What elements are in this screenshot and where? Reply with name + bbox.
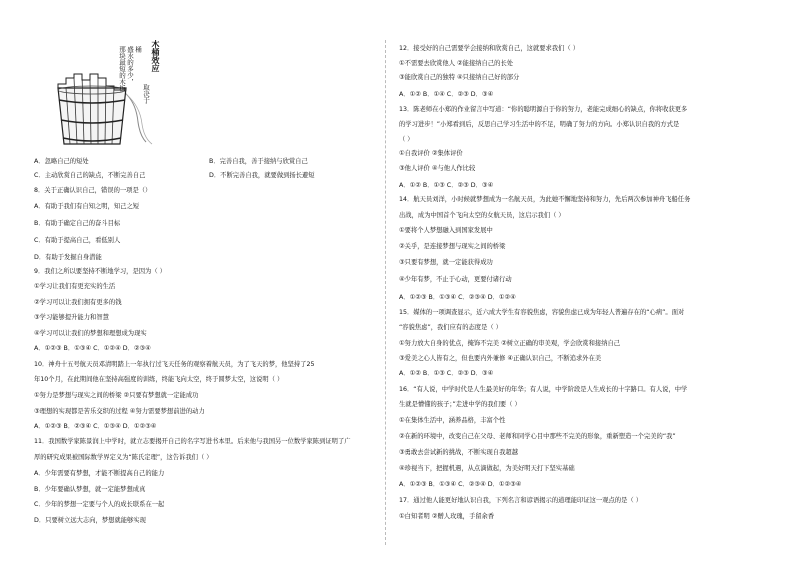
question-line: ①学习让我们有更充实的生活 bbox=[34, 283, 116, 290]
question-line: D．不断完善自我，就要做到扬长避短 bbox=[209, 172, 315, 179]
question-line: 10．神舟十五号航天员邓清明踏上一年执行过飞天任务的观察着航天员，为了飞天的梦，他坚持了25 bbox=[34, 361, 315, 368]
question-line: 15．媒体的一项调查显示，近六成大学生有容貌焦虑，容貌焦虑已成为年轻人普遍存在的“心病”。面对 bbox=[399, 309, 685, 316]
question-line: ②在新的环境中，改变自己在父母、老师和同学心目中那些不完美的形象，重新塑造一个完美的“我” bbox=[399, 433, 676, 440]
figure-caption-4: 那块最短的木板 bbox=[118, 46, 126, 92]
question-line: A．①② B．①③ C．②③ D．③④ bbox=[399, 370, 494, 377]
figure-caption-3: 取决于 bbox=[142, 84, 150, 104]
question-line: 12．接受好的自己需要学会接纳和欣赏自己，这就要求我们（ ） bbox=[399, 45, 580, 52]
question-line: 出战，成为中国首个飞向太空的女航天员，这启示我们（ ） bbox=[399, 212, 565, 219]
question-line: ①要将个人梦想融入到国家发展中 bbox=[399, 227, 493, 234]
question-line: 11．我国数学家陈景润上中学时，就立志要揭开自己的名字写进书本里。后来他与我国另一位数学家陈到证明了广 bbox=[34, 438, 351, 445]
question-line: 9．我们之所以要坚持不断地学习，是因为（ ） bbox=[34, 268, 166, 275]
question-line: 17．通过他人能更好地认识自我，下列名言和谚语揭示的道理能印证这一观点的是（ ） bbox=[399, 497, 642, 504]
question-line: ③能欣赏自己的独特 ④只接纳自己好的部分 bbox=[399, 74, 520, 81]
question-line: A．少年需要有梦想，才能不断提高自己的能力 bbox=[34, 470, 165, 477]
question-line: （ ） bbox=[399, 136, 414, 143]
question-line: ④学习可以让我们的梦想和理想成为现实 bbox=[34, 330, 147, 337]
question-line: 16．“有人说，中学时代是人生最美好的年华；有人说，中学阶段是人生成长的十字路口。有人说，中学 bbox=[399, 386, 688, 393]
question-line: ④少年有梦，不止于心动，更要付诸行动 bbox=[399, 276, 512, 283]
question-line: 厚的研究成果被国际数学界定义为“陈氏定理”，这告诉我们（ ） bbox=[34, 454, 213, 461]
question-line: ①白知者明 ②赠人玫瑰，手留余香 bbox=[399, 513, 495, 520]
question-line: ②学习可以让我们拥有更多的钱 bbox=[34, 299, 122, 306]
question-line: A．①②③ B．①③④ C．①②④ D．②③④ bbox=[34, 345, 151, 352]
question-line: ③爱美之心人皆有之，但也要内外兼修 ④正确认识自己，不断追求外在美 bbox=[399, 355, 602, 362]
wooden-bucket-figure bbox=[50, 40, 162, 150]
question-line: ①在集体生活中，涵养品格，丰富个性 bbox=[399, 417, 506, 424]
question-line: A．①②③ B．①③④ C．②③④ D．①②③④ bbox=[399, 481, 522, 488]
question-line: ③勇敢去尝试新的挑战，不断实现自我超越 bbox=[399, 449, 518, 456]
question-line: 的学习进步！”小郑看到后，反思自己学习生活中的不足，明确了努力的方向。小郑认识自我的方式是 bbox=[399, 121, 680, 128]
question-line: ①努力是梦想与现实之间的桥梁 ②只要有梦想就一定能成功 bbox=[34, 392, 199, 399]
question-line: 生就是懵懂的孩子；”走进中学的我们要（ ） bbox=[399, 401, 521, 408]
question-line: C．少年的梦想一定要与个人的成长联系在一起 bbox=[34, 501, 165, 508]
question-line: D．有助于发掘自身潜能 bbox=[34, 254, 102, 261]
question-line: ①努力放大自身的优点，掩饰不完美 ②树立正确的审美观，学会欣赏和接纳自己 bbox=[399, 340, 621, 347]
question-line: B．完善自我，善于接纳与欣赏自己 bbox=[209, 158, 308, 165]
question-line: ④珍视当下，把握机遇，从点滴做起，为美好明天打下坚实基础 bbox=[399, 465, 575, 472]
question-line: ②关乎，是连接梦想与现实之间的桥梁 bbox=[399, 243, 506, 250]
question-line: A．有助于我们有自知之明，知己之短 bbox=[34, 203, 140, 210]
question-line: D．只要树立远大志向，梦想就能够实现 bbox=[34, 517, 146, 524]
question-line: ③学习能够提升能力和智慧 bbox=[34, 314, 109, 321]
question-line: 年10个月，在此期间他在坚持高强度的训练，终能飞向太空，终于圆梦太空，这说明（ ） bbox=[34, 376, 284, 383]
question-line: ③只要有梦想，就一定能获得成功 bbox=[399, 259, 493, 266]
question-line: 14．航天员刘洋，小时候就梦想成为一名航天员，为此她不懈地坚持和努力，先后两次参加神舟飞船任务 bbox=[399, 196, 691, 203]
question-line: A．①②③ B．①③④ C．②③④ D．①②④ bbox=[399, 294, 516, 301]
question-line: 13．陈老师在小郑的作业留言中写道：“你的聪明源自于你的努力，老能完成细心的缺点，你将收获更多 bbox=[399, 106, 688, 113]
question-line: B．有助于确定自己的奋斗目标 bbox=[34, 220, 121, 227]
column-divider bbox=[385, 40, 386, 545]
figure-title: 木桶效应 bbox=[151, 40, 160, 72]
question-line: ①自我评价 ②集体评价 bbox=[399, 150, 463, 157]
question-line: ③理想的实现都是苦乐交织的过程 ④努力需要梦想前进的动力 bbox=[34, 408, 205, 415]
question-line: ③他人评价 ④与他人作比较 bbox=[399, 165, 476, 172]
question-line: C．有助于提高自己，看低别人 bbox=[34, 237, 121, 244]
question-line: A．①② B．①③ C．②③ D．③④ bbox=[399, 182, 494, 189]
question-line: ①不需要去欣赏他人 ②能接纳自己的长处 bbox=[399, 60, 514, 67]
question-line: “容貌焦虑”，我们应有的态度是（ ） bbox=[399, 324, 502, 331]
question-line: A．①②③ B．②③④ C．①③④ D．①②③④ bbox=[34, 423, 157, 430]
question-line: A．忽略自己的短处 bbox=[34, 158, 89, 165]
question-line: A．①② B．①④ C．②③ D．③④ bbox=[399, 91, 494, 98]
figure-caption-2: 盛水的多少， bbox=[126, 46, 134, 85]
question-line: B．少年要确认梦想，就一定能梦想成真 bbox=[34, 486, 146, 493]
question-line: 8．关于正确认识自己，错误的一项是（） bbox=[34, 187, 152, 194]
question-line: C．主动欣赏自己的缺点，不断完善自己 bbox=[34, 172, 146, 179]
figure-caption-1: 桶 bbox=[134, 46, 142, 53]
